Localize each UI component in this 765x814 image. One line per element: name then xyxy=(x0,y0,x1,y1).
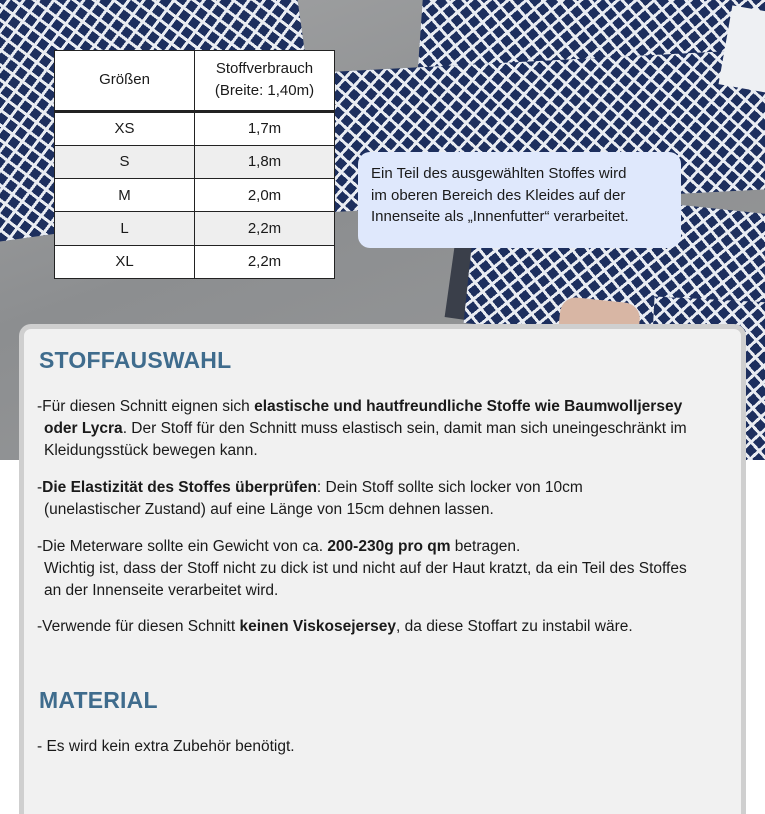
table-row xyxy=(55,111,335,145)
section-heading-stoffauswahl: STOFFAUSWAHL xyxy=(39,347,232,373)
header-size: Größen xyxy=(55,51,195,112)
table-row xyxy=(55,145,335,178)
size-cell: M xyxy=(55,179,195,212)
paragraph-elasticity xyxy=(37,477,737,521)
paragraph-material: - Es wird kein extra Zubehör benötigt. xyxy=(37,738,295,755)
bold-text: oder Lycra xyxy=(44,420,123,437)
callout-line: im oberen Bereich des Kleides auf der xyxy=(371,186,626,204)
header-consumption-line1: Stoffverbrauch xyxy=(215,60,314,78)
text: -Verwende für diesen Schnitt xyxy=(37,618,240,635)
amount-cell: 1,7m xyxy=(195,111,335,145)
indented-line: Wichtig ist, dass der Stoff nicht zu dick ist und nicht auf der Haut kratzt, da ein Teil des Stoffes xyxy=(44,560,687,577)
header-consumption xyxy=(195,51,335,112)
table-row xyxy=(55,245,335,278)
paragraph-viscose xyxy=(37,616,737,638)
amount-cell: 2,0m xyxy=(195,179,335,212)
paragraph-weight xyxy=(37,536,737,602)
size-cell: S xyxy=(55,145,195,178)
callout-line: Ein Teil des ausgewählten Stoffes wird xyxy=(371,165,627,182)
bold-text: 200-230g pro qm xyxy=(327,538,451,555)
indented-line xyxy=(37,418,737,440)
amount-cell: 1,8m xyxy=(195,145,335,178)
amount-cell: 2,2m xyxy=(195,245,335,278)
fabric-consumption-table xyxy=(54,50,335,279)
table-row xyxy=(55,179,335,212)
text: . Der Stoff für den Schnitt muss elastisch sein, damit man sich uneingeschränkt im xyxy=(122,420,687,437)
amount-cell: 2,2m xyxy=(195,212,335,245)
callout-line: Innenseite als „Innenfutter“ verarbeitet. xyxy=(371,208,629,225)
info-panel xyxy=(19,324,746,814)
size-cell: L xyxy=(55,212,195,245)
table-header-row xyxy=(55,51,335,112)
section-heading-material: MATERIAL xyxy=(39,687,158,713)
bold-text: keinen Viskosejersey xyxy=(239,618,397,635)
text: betragen. xyxy=(450,538,521,555)
text: : Dein Stoff sollte sich locker von 10cm xyxy=(316,479,583,496)
size-cell: XS xyxy=(55,111,195,145)
text: -Für diesen Schnitt eignen sich xyxy=(37,398,255,415)
text: -Die Meterware sollte ein Gewicht von ca. xyxy=(37,538,328,555)
lining-callout xyxy=(358,152,681,248)
indented-line: an der Innenseite verarbeitet wird. xyxy=(44,582,279,599)
indented-line: Kleidungsstück bewegen kann. xyxy=(44,442,258,459)
size-cell: XL xyxy=(55,245,195,278)
bold-text: elastische und hautfreundliche Stoffe wie Baumwolljersey xyxy=(254,398,683,415)
header-consumption-line2: (Breite: 1,40m) xyxy=(214,82,315,100)
table-row xyxy=(55,212,335,245)
text: , da diese Stoffart zu instabil wäre. xyxy=(396,618,633,635)
paragraph-suitable-fabrics xyxy=(37,396,737,462)
indented-line: (unelastischer Zustand) auf eine Länge von 15cm dehnen lassen. xyxy=(44,501,494,518)
text: - xyxy=(37,479,43,496)
bold-text: Die Elastizität des Stoffes überprüfen xyxy=(42,479,317,496)
